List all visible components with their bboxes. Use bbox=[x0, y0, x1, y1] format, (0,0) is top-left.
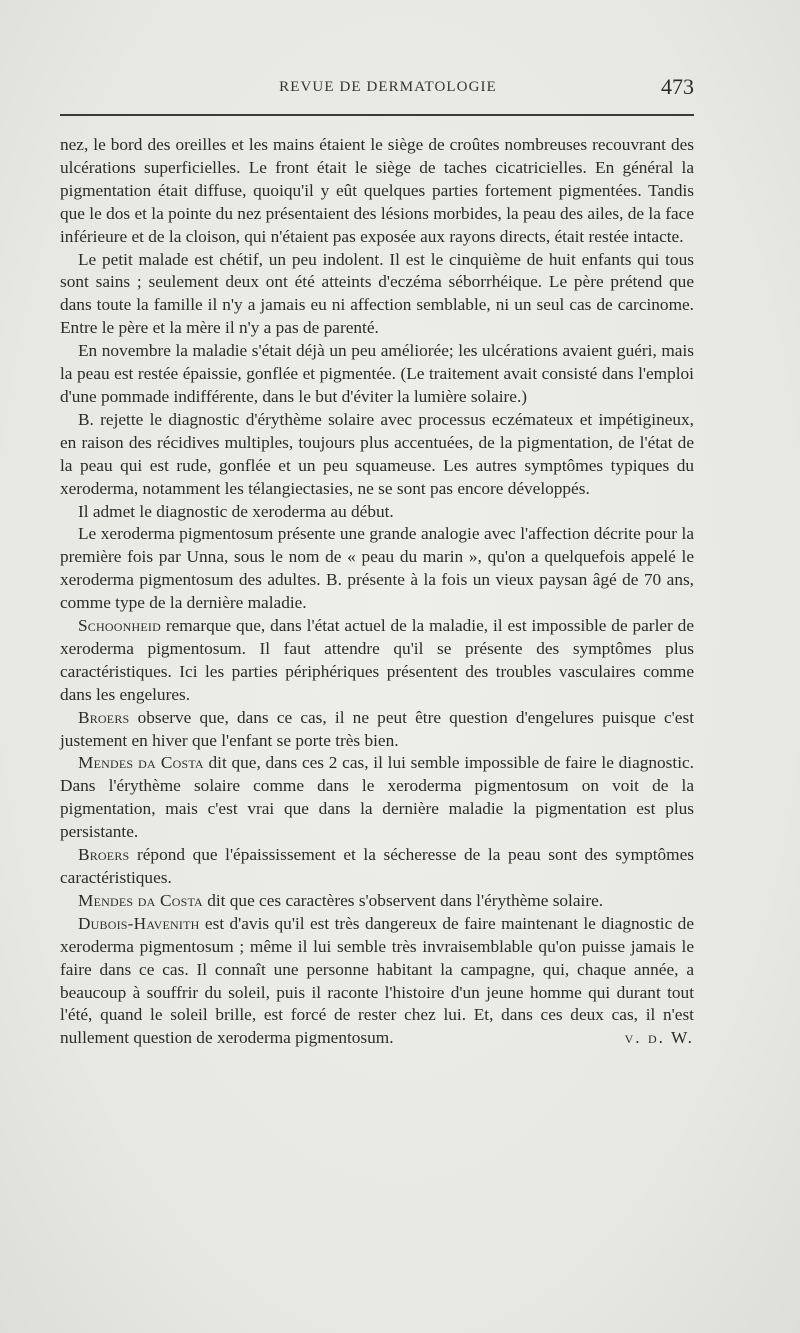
paragraph: Le xeroderma pigmentosum présente une grande analogie avec l'affection décrite pour la première fois par Unna, sous le nom de « peau du marin », qu'on a quelquefois appelé le xeroderma pigmentosum des adultes. B. présente à la fois un vieux paysan âgé de 70 ans, comme type de la dernière maladie. bbox=[60, 524, 694, 613]
speaker-name: Broers bbox=[78, 707, 130, 727]
page-number: 473 bbox=[661, 74, 694, 99]
paragraph: Le petit malade est chétif, un peu indolent. Il est le cinquième de huit enfants qui tous sont sains ; seulement deux ont été atteints d'eczéma séborrhéique. Le père prétend que dans toute la famille il n'y a jamais eu ni affection semblable, ni un seul cas de carcinome. Entre le père et la mère il n'y a pas de parenté. bbox=[60, 249, 694, 338]
speaker-name: Dubois-Havenith bbox=[78, 913, 200, 933]
paragraph: En novembre la maladie s'était déjà un peu améliorée; les ulcérations avaient guéri, mais la peau est restée épaissie, gonflée et pigmentée. (Le traitement avait consisté dans l'emploi d'une pommade indifférente, dans le but d'éviter la lumière solaire.) bbox=[60, 341, 694, 406]
paragraph: Mendes da Costa dit que, dans ces 2 cas, il lui semble impossible de faire le diagnostic. Dans l'érythème solaire comme dans le xeroderma pigmentosum on voit de la pigmentation, mais c'est vrai que dans la dernière maladie la pigmentation est plus persistante. bbox=[60, 753, 694, 842]
paragraph: Broers observe que, dans ce cas, il ne peut être question d'engelures puisque c'est justement en hiver que l'enfant se porte très bien. bbox=[60, 707, 694, 750]
header-rule bbox=[60, 114, 694, 116]
paragraph: Broers répond que l'épaississement et la sécheresse de la peau sont des symptômes caractéristiques. bbox=[60, 845, 694, 887]
paragraph: B. rejette le diagnostic d'érythème solaire avec processus eczémateux et impétigineux, en raison des récidives multiples, toujours plus accentuées, de la pigmentation, de l'état de la peau qui est rude, gonflée et un peu squameuse. Les autres symptômes typiques du xeroderma, notamment les télangiectasies, ne se sont pas encore développés. bbox=[60, 409, 694, 498]
running-title: REVUE DE DERMATOLOGIE bbox=[279, 79, 497, 95]
article-body bbox=[60, 134, 694, 1050]
page-header bbox=[60, 76, 694, 102]
paragraph: Mendes da Costa dit que ces caractères s'observent dans l'érythème solaire. bbox=[78, 890, 604, 910]
speaker-name: Broers bbox=[78, 845, 130, 865]
paragraph: nez, le bord des oreilles et les mains étaient le siège de croûtes nombreuses recouvrant des ulcérations superficielles. Le front était le siège de taches cicatricielles. En général la pigmentation était diffuse, quoiqu'il y eût quelques parties fortement pigmentées. Tandis que le dos et la pointe du nez présentaient des lésions morbides, la peau des ailes, de la face inférieure et de la cloison, qui n'étaient pas exposée aux rayons directs, était restée intacte. bbox=[60, 135, 694, 246]
paragraph: Dubois-Havenith est d'avis qu'il est très dangereux de faire maintenant le diagnostic de xeroderma pigmentosum ; même il lui semble très invraisemblable qu'on puisse jamais le faire dans ce cas. Il connaît une personne habitant la campagne, qui, chaque année, a beaucoup à souffrir du soleil, puis il raconte l'histoire d'un jeune homme qui durant tout l'été, quand le soleil brille, est forcé de rester chez lui. Et, dans ces deux cas, il n'est nullement question de xeroderma pigmentosum. v. d. W. bbox=[60, 913, 694, 1050]
paragraph: Schoonheid remarque que, dans l'état actuel de la maladie, il est impossible de parler de xeroderma pigmentosum. Il faut attendre qu'il se présente des symptômes plus caractéristiques. Ici les parties périphériques présentent des troubles vasculaires comme dans les engelures. bbox=[60, 616, 694, 704]
speaker-name: Schoonheid bbox=[78, 616, 161, 636]
speaker-name: Mendes da Costa bbox=[78, 753, 204, 773]
paragraph: Il admet le diagnostic de xeroderma au début. bbox=[78, 501, 394, 521]
author-signature: v. d. W. bbox=[624, 1028, 694, 1048]
speaker-name: Mendes da Costa bbox=[78, 890, 203, 910]
